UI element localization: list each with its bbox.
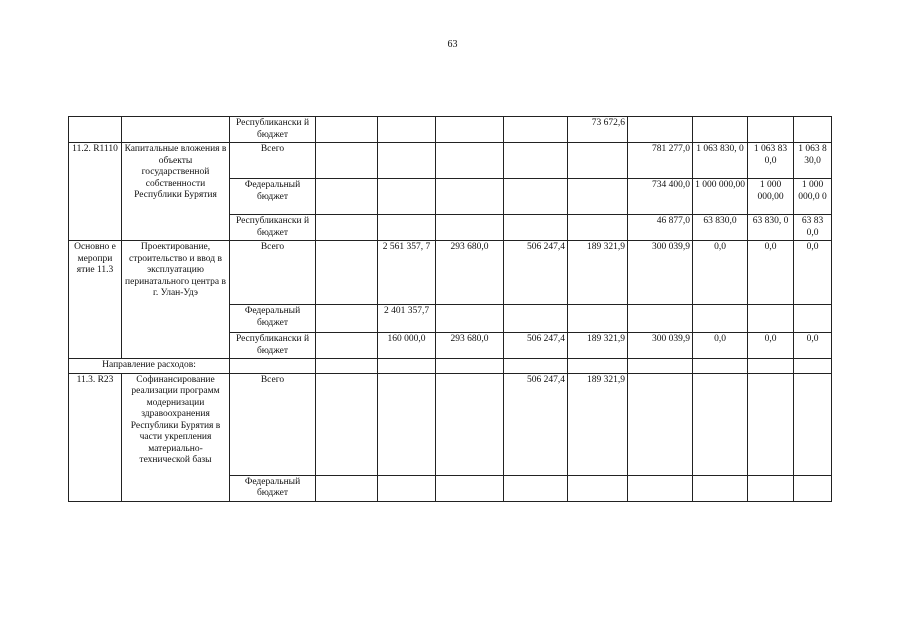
amount-cell: 1 000 000,00: [748, 179, 794, 215]
amount-cell: [378, 179, 436, 215]
measure-code: 11.2. R1110: [69, 143, 122, 241]
amount-cell: 1 000 000,0 0: [794, 179, 832, 215]
amount-cell: [628, 475, 693, 501]
amount-cell: [693, 117, 748, 143]
measure-name: [122, 117, 230, 143]
amount-cell: [628, 373, 693, 475]
funding-source: Всего: [230, 241, 316, 305]
amount-cell: [436, 215, 504, 241]
amount-cell: [504, 143, 568, 179]
amount-cell: [436, 475, 504, 501]
amount-cell: [378, 117, 436, 143]
amount-cell: [693, 305, 748, 333]
measure-code: Основно е меропри ятие 11.3: [69, 241, 122, 359]
measure-code: 11.3. R23: [69, 373, 122, 501]
funding-source: Федеральный бюджет: [230, 179, 316, 215]
amount-cell: [378, 373, 436, 475]
funding-source: Федеральный бюджет: [230, 475, 316, 501]
amount-cell: 300 039,9: [628, 241, 693, 305]
amount-cell: 2 401 357,7: [378, 305, 436, 333]
amount-cell: [693, 475, 748, 501]
table-row: [69, 241, 832, 305]
amount-cell: [316, 179, 378, 215]
amount-cell: [436, 373, 504, 475]
amount-cell: [794, 305, 832, 333]
amount-cell: [568, 475, 628, 501]
amount-cell: [378, 143, 436, 179]
amount-cell: [568, 143, 628, 179]
amount-cell: 0,0: [794, 241, 832, 305]
amount-cell: [316, 241, 378, 305]
amount-cell: [316, 475, 378, 501]
empty-cell: [436, 359, 504, 374]
amount-cell: 1 063 8 30,0: [794, 143, 832, 179]
amount-cell: 0,0: [693, 333, 748, 359]
amount-cell: [504, 475, 568, 501]
amount-cell: [748, 117, 794, 143]
amount-cell: [316, 143, 378, 179]
amount-cell: [748, 305, 794, 333]
amount-cell: 734 400,0: [628, 179, 693, 215]
amount-cell: 2 561 357, 7: [378, 241, 436, 305]
empty-cell: [378, 359, 436, 374]
amount-cell: 189 321,9: [568, 333, 628, 359]
amount-cell: [504, 179, 568, 215]
amount-cell: [794, 475, 832, 501]
amount-cell: 63 830,0: [693, 215, 748, 241]
funding-source: Республикански й бюджет: [230, 117, 316, 143]
empty-cell: [316, 359, 378, 374]
amount-cell: [693, 373, 748, 475]
amount-cell: [316, 117, 378, 143]
amount-cell: 300 039,9: [628, 333, 693, 359]
funding-source: Республикански й бюджет: [230, 333, 316, 359]
amount-cell: [504, 117, 568, 143]
amount-cell: [316, 333, 378, 359]
amount-cell: 189 321,9: [568, 373, 628, 475]
amount-cell: [436, 143, 504, 179]
amount-cell: [436, 179, 504, 215]
amount-cell: [378, 215, 436, 241]
amount-cell: 46 877,0: [628, 215, 693, 241]
empty-cell: [504, 359, 568, 374]
funding-source: Всего: [230, 143, 316, 179]
table-row: [69, 373, 832, 475]
amount-cell: [504, 305, 568, 333]
amount-cell: [436, 117, 504, 143]
amount-cell: [568, 215, 628, 241]
amount-cell: 293 680,0: [436, 333, 504, 359]
amount-cell: 160 000,0: [378, 333, 436, 359]
page-number: 63: [447, 39, 458, 50]
amount-cell: 0,0: [748, 241, 794, 305]
amount-cell: [316, 373, 378, 475]
amount-cell: [794, 373, 832, 475]
amount-cell: [504, 215, 568, 241]
amount-cell: 63 83 0,0: [794, 215, 832, 241]
amount-cell: 1 063 83 0,0: [748, 143, 794, 179]
empty-cell: [628, 359, 693, 374]
amount-cell: 0,0: [794, 333, 832, 359]
measure-name: Капитальные вложения в объекты государственной собственности Республики Бурятия: [122, 143, 230, 241]
empty-cell: [693, 359, 748, 374]
measure-name: Софинансирование реализации программ модернизации здравоохранения Республики Бурятия в части укрепления материально-технической базы: [122, 373, 230, 501]
empty-cell: [748, 359, 794, 374]
section-label: Направление расходов:: [69, 359, 230, 374]
measure-name: Проектирование, строительство и ввод в эксплуатацию перинатального центра в г. Улан-Удэ: [122, 241, 230, 359]
amount-cell: [316, 305, 378, 333]
amount-cell: 189 321,9: [568, 241, 628, 305]
funding-source: Республикански й бюджет: [230, 215, 316, 241]
amount-cell: [436, 305, 504, 333]
table-row: [69, 143, 832, 179]
amount-cell: [378, 475, 436, 501]
amount-cell: 0,0: [693, 241, 748, 305]
empty-cell: [794, 359, 832, 374]
empty-cell: [230, 359, 316, 374]
amount-cell: 506 247,4: [504, 241, 568, 305]
empty-cell: [568, 359, 628, 374]
measure-code: [69, 117, 122, 143]
amount-cell: [316, 215, 378, 241]
amount-cell: [628, 305, 693, 333]
budget-table: [68, 116, 832, 502]
amount-cell: [748, 373, 794, 475]
table-row: [69, 359, 832, 374]
amount-cell: [568, 179, 628, 215]
amount-cell: 73 672,6: [568, 117, 628, 143]
amount-cell: 1 000 000,00: [693, 179, 748, 215]
amount-cell: 293 680,0: [436, 241, 504, 305]
amount-cell: 1 063 830, 0: [693, 143, 748, 179]
funding-source: Федеральный бюджет: [230, 305, 316, 333]
amount-cell: [568, 305, 628, 333]
amount-cell: 781 277,0: [628, 143, 693, 179]
amount-cell: [748, 475, 794, 501]
amount-cell: 506 247,4: [504, 333, 568, 359]
amount-cell: 63 830, 0: [748, 215, 794, 241]
amount-cell: 0,0: [748, 333, 794, 359]
funding-source: Всего: [230, 373, 316, 475]
amount-cell: 506 247,4: [504, 373, 568, 475]
amount-cell: [628, 117, 693, 143]
table-row: [69, 117, 832, 143]
amount-cell: [794, 117, 832, 143]
